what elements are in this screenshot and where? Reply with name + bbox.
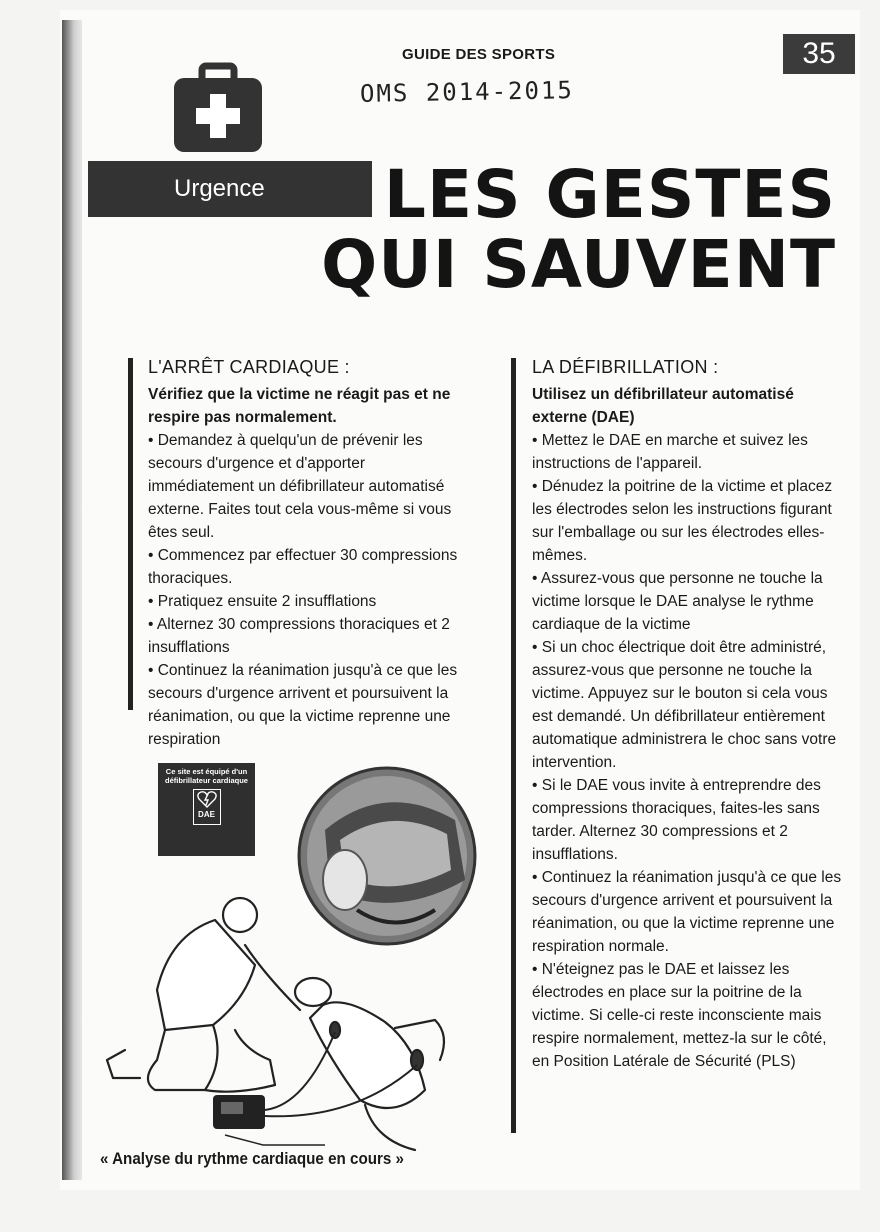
page-number: 35	[783, 34, 855, 74]
list-item: • Continuez la réanimation jusqu'à ce que les secours d'urgence arrivent et poursuivent la réanimation, ou que la victime reprenne une respiration normale.	[532, 869, 842, 955]
page-binding-edge	[62, 20, 82, 1180]
illustration-caption: « Analyse du rythme cardiaque en cours »	[100, 1150, 405, 1168]
list-item: • Si le DAE vous invite à entreprendre des compressions thoraciques, faites-les sans tarder. Alternez 30 compressions et 2 insufflations.	[532, 777, 821, 863]
list-item: • Mettez le DAE en marche et suivez les instructions de l'appareil.	[532, 432, 808, 472]
list-item: • Pratiquez ensuite 2 insufflations	[148, 593, 377, 610]
list-item: • Alternez 30 compressions thoraciques et 2 insufflations	[148, 616, 450, 656]
list-item: • Si un choc électrique doit être administré, assurez-vous que personne ne touche la victime. Appuyez sur le bouton si cela vous est demandé. Un défibrillateur entièrement automatique administrera le choc sans votre intervention.	[532, 639, 837, 771]
right-column-rule	[511, 358, 516, 1133]
page-title	[321, 156, 836, 303]
defibrillation-column	[532, 356, 847, 1073]
dae-sign-box	[193, 789, 221, 825]
cardiac-arrest-heading: L'ARRÊT CARDIAQUE :	[148, 357, 350, 377]
list-item: • Demandez à quelqu'un de prévenir les secours d'urgence et d'apporter immédiatement un défibrillateur automatisé externe. Faites tout cela vous-même si vous êtes seul.	[148, 432, 452, 541]
title-line-1: LES GESTES	[383, 156, 836, 233]
section-label: GUIDE DES SPORTS	[402, 46, 556, 63]
list-item: • Assurez-vous que personne ne touche la victime lorsque le DAE analyse le rythme cardiaque de la victime	[532, 570, 823, 633]
list-item: • Commencez par effectuer 30 compressions thoraciques.	[148, 547, 458, 587]
handwritten-note: OMS 2014-2015	[359, 76, 575, 108]
category-label: Urgence	[174, 175, 265, 202]
cpr-illustration	[95, 760, 485, 1160]
dae-sign-statement: Ce site est équipé d'un défibrillateur cardiaque	[165, 767, 248, 785]
list-item: • Continuez la réanimation jusqu'à ce que les secours d'urgence arrivent et poursuivent la réanimation, ou que la victime reprenne une respiration	[148, 662, 458, 748]
dae-sign	[158, 763, 255, 856]
defibrillation-lead: Utilisez un défibrillateur automatisé externe (DAE)	[532, 386, 794, 426]
dae-sign-label: DAE	[198, 810, 215, 819]
heart-lightning-icon	[197, 790, 217, 808]
left-column-rule	[128, 358, 133, 710]
title-line-2: QUI SAUVENT	[321, 226, 836, 303]
cardiac-arrest-column	[148, 356, 468, 751]
defibrillation-heading: LA DÉFIBRILLATION :	[532, 357, 719, 377]
list-item: • N'éteignez pas le DAE et laissez les électrodes en place sur la poitrine de la victime. Si celle-ci reste inconsciente mais respire normalement, mettez-la sur le côté, en Position Latérale de Sécurité (PLS)	[532, 961, 827, 1070]
first-aid-kit-icon	[172, 60, 264, 154]
cardiac-arrest-lead: Vérifiez que la victime ne réagit pas et ne respire pas normalement.	[148, 386, 451, 426]
list-item: • Dénudez la poitrine de la victime et placez les électrodes selon les instructions figurant sur l'emballage ou sur les électrodes elles-mêmes.	[532, 478, 833, 564]
